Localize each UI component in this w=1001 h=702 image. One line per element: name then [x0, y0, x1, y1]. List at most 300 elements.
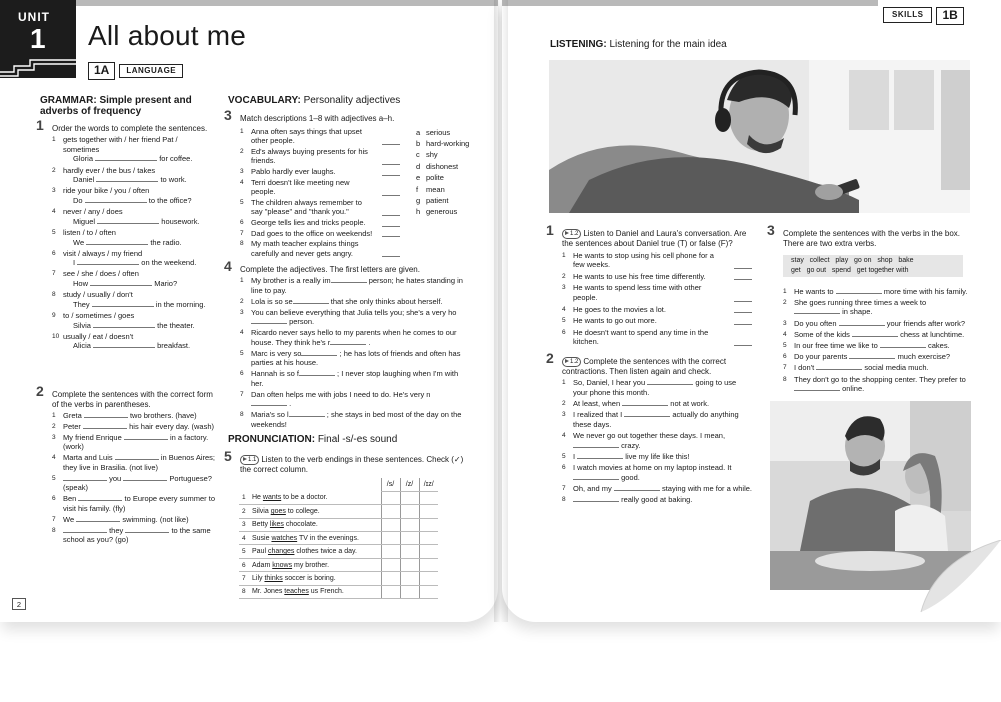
table-row: [239, 572, 438, 585]
left-page: [0, 0, 498, 622]
item-text: Ed's always buying presents for his friends.: [251, 146, 368, 166]
answer-blank[interactable]: [577, 452, 623, 459]
answer-blank[interactable]: [382, 209, 400, 216]
list-item: [240, 239, 400, 258]
item-post: person.: [289, 317, 315, 327]
unit-number: 1: [30, 23, 46, 54]
sentence-post: chocolate.: [283, 521, 318, 529]
answer-blank[interactable]: [299, 369, 335, 376]
table-row: [239, 558, 438, 571]
column-header: /ɪz/: [419, 478, 438, 491]
check-cell[interactable]: [419, 491, 438, 504]
r-exercise-1: [546, 222, 752, 347]
item-post: staying with me for a while.: [661, 483, 753, 493]
option-word: polite: [426, 173, 444, 183]
answer-blank[interactable]: [86, 238, 148, 245]
answer-prefix: Alicia: [73, 341, 91, 351]
lesson-tag: LANGUAGE: [119, 64, 183, 78]
item-pre: At least, when: [573, 398, 621, 408]
answer-blank[interactable]: [734, 273, 752, 280]
answer-blank[interactable]: [794, 384, 840, 391]
list-item: [562, 463, 752, 482]
grammar-heading: GRAMMAR: Simple present and adverbs of frequency: [40, 95, 192, 117]
answer-blank[interactable]: [734, 339, 752, 346]
check-cell[interactable]: [381, 572, 400, 585]
row-sentence: [239, 532, 381, 545]
sentence-pre: Betty: [252, 521, 270, 529]
answer-suffix: housework.: [161, 216, 200, 226]
item-number: 6: [562, 328, 566, 336]
item-number: 6: [52, 249, 56, 257]
item-text: [251, 308, 456, 327]
skills-header: [883, 7, 964, 25]
audio-track: 1.1: [248, 457, 257, 463]
answer-prefix: We: [73, 237, 85, 247]
item-text: George tells lies and tricks people.: [251, 217, 366, 227]
list-item: [52, 453, 218, 472]
item-text: [573, 378, 736, 397]
option-letter: a: [416, 127, 421, 137]
exercise-4: [224, 258, 466, 430]
item-post: good.: [621, 472, 640, 482]
answer-suffix: on the weekend.: [141, 258, 197, 268]
target-verb: teaches: [284, 588, 309, 596]
check-cell[interactable]: [400, 532, 419, 545]
item-number: 10: [52, 332, 60, 340]
item-number: 8: [240, 240, 244, 248]
item-text: [794, 375, 966, 394]
item-pre: Oh, and my: [573, 483, 612, 493]
item-text: [63, 515, 189, 524]
answer-blank[interactable]: [816, 363, 862, 370]
item-text: [573, 431, 725, 450]
item-post: to Europe every summer to visit his family. (fly): [63, 494, 216, 513]
list-item: [52, 166, 212, 185]
item-post: your friends after work?: [886, 318, 966, 328]
item-number: 5: [783, 341, 787, 349]
r-exercise-3-items: [783, 285, 973, 394]
item-text: [63, 422, 214, 431]
sentence-pre: Susie: [252, 534, 272, 542]
answer-prefix: Daniel: [73, 175, 95, 185]
item-number: 6: [242, 561, 246, 569]
page-curl: [915, 540, 1001, 622]
list-item: [240, 218, 400, 228]
item-number: 6: [240, 370, 244, 378]
item-number: 4: [52, 208, 56, 216]
page-number: 2: [12, 598, 26, 610]
answer-blank[interactable]: [301, 349, 337, 356]
item-text: He doesn't want to spend any time in the kitchen.: [573, 327, 709, 347]
adjective-option: [416, 149, 469, 160]
item-text: [251, 276, 463, 295]
item-pre: So, Daniel, I hear you: [573, 378, 646, 388]
audio-track: 1.2: [570, 231, 579, 237]
answer-suffix: breakfast.: [157, 341, 191, 351]
list-item: [52, 290, 212, 309]
adjective-option: [416, 172, 469, 183]
check-cell[interactable]: [419, 585, 438, 598]
answer-blank[interactable]: [573, 495, 619, 502]
item-pre: Dan often helps me with jobs I need to do. He's very n: [251, 389, 431, 399]
answer-blank[interactable]: [92, 300, 154, 307]
item-pre: My brother is a really im: [251, 275, 331, 285]
item-pre: I realized that I: [573, 410, 623, 420]
item-pre: I: [573, 451, 576, 461]
option-word: shy: [426, 150, 438, 160]
item-number: 6: [562, 463, 566, 471]
answer-blank[interactable]: [251, 399, 287, 406]
item-number: 2: [562, 399, 566, 407]
list-item: [52, 186, 212, 205]
option-word: mean: [426, 184, 445, 194]
answer-blank[interactable]: [95, 154, 157, 161]
check-cell[interactable]: [400, 491, 419, 504]
instruction-text: Order the words to complete the sentences.: [52, 124, 208, 133]
list-item: [52, 207, 212, 226]
answer-blank[interactable]: [734, 262, 752, 269]
answer-blank[interactable]: [93, 341, 155, 348]
answer-blank[interactable]: [115, 453, 159, 460]
list-item: [240, 178, 400, 197]
list-item: [240, 328, 466, 347]
answer-blank[interactable]: [90, 279, 152, 286]
answer-blank[interactable]: [382, 250, 400, 257]
check-cell[interactable]: [381, 545, 400, 558]
item-text: He wants to spend less time with other people.: [573, 283, 702, 302]
item-post: chess at lunchtime.: [900, 329, 965, 339]
answer-blank[interactable]: [573, 441, 619, 448]
item-pre: Do you often: [794, 318, 837, 328]
check-cell[interactable]: [419, 518, 438, 531]
exercise-5: [224, 448, 466, 475]
pronunciation-heading: PRONUNCIATION: Final -s/-es sound: [228, 434, 398, 445]
answer-line: [63, 238, 212, 248]
list-item: [240, 297, 466, 307]
answer-line: [63, 279, 212, 289]
word-prompt: gets together with / her friend Pat / sometimes: [63, 135, 178, 154]
check-cell[interactable]: [419, 532, 438, 545]
answer-blank[interactable]: [734, 318, 752, 325]
exercise-number: 1: [36, 117, 44, 133]
item-post: that she only thinks about herself.: [330, 296, 443, 306]
check-cell[interactable]: [419, 505, 438, 518]
answer-blank[interactable]: [83, 422, 127, 429]
answer-blank[interactable]: [93, 321, 155, 328]
item-pre: My friend Enrique: [63, 432, 122, 442]
answer-blank[interactable]: [330, 338, 366, 345]
option-letter: e: [416, 173, 421, 183]
exercise-number: 4: [224, 258, 232, 274]
item-text: My math teacher explains things carefully and never gets angry.: [251, 239, 359, 258]
table-header-row: [239, 478, 438, 491]
check-cell[interactable]: [381, 558, 400, 571]
item-number: 3: [242, 521, 246, 529]
list-item: [783, 375, 973, 394]
list-item: [52, 249, 212, 268]
answer-blank[interactable]: [849, 352, 895, 359]
answer-blank[interactable]: [85, 196, 147, 203]
list-item: [562, 378, 752, 397]
item-number: 2: [240, 147, 244, 155]
list-item: [562, 410, 752, 429]
check-cell[interactable]: [381, 518, 400, 531]
adjective-option: [416, 184, 469, 195]
answer-blank[interactable]: [382, 158, 400, 165]
answer-suffix: the radio.: [150, 237, 182, 247]
adjective-options: [416, 127, 469, 218]
item-text: [251, 369, 458, 388]
list-item: [562, 283, 752, 302]
answer-blank[interactable]: [77, 258, 139, 265]
instruction-text: Listen to the verb endings in these sentences. Check (✓) the correct column.: [240, 455, 464, 474]
sentence-pre: Lily: [252, 574, 265, 582]
answer-blank[interactable]: [624, 410, 670, 417]
answer-blank[interactable]: [63, 526, 107, 533]
item-post: two brothers. (have): [129, 410, 197, 420]
answer-blank[interactable]: [734, 306, 752, 313]
item-number: 4: [783, 330, 787, 338]
item-number: 4: [242, 534, 246, 542]
list-item: [52, 269, 212, 288]
exercise-instructions: [52, 390, 218, 409]
list-item: [562, 272, 752, 282]
answer-blank[interactable]: [84, 411, 128, 418]
item-post: going to use your phone this month.: [573, 378, 737, 397]
list-item: [52, 526, 218, 545]
answer-blank[interactable]: [289, 410, 325, 417]
word-prompt: see / she / does / often: [63, 269, 139, 279]
list-item: [562, 316, 752, 326]
item-number: 7: [242, 574, 246, 582]
audio-play-icon: [562, 229, 581, 239]
adjective-option: [416, 138, 469, 149]
blank-header: [239, 478, 381, 491]
exercise-3: [224, 107, 480, 258]
check-cell[interactable]: [400, 545, 419, 558]
item-number: 5: [240, 198, 244, 206]
exercise-1: [36, 117, 212, 351]
table-row: [239, 532, 438, 545]
check-cell[interactable]: [381, 532, 400, 545]
answer-blank[interactable]: [125, 526, 169, 533]
item-pre: I don't: [794, 363, 815, 373]
exercise-instructions: [240, 455, 466, 475]
instruction-text: Listen to Daniel and Laura's conversation. Are the sentences about Daniel true (T) or false (F)?: [562, 229, 747, 248]
sentence-pre: He: [252, 494, 263, 502]
instruction-text: Complete the sentences with the correct form of the verbs in parentheses.: [52, 390, 213, 409]
item-number: 8: [783, 375, 787, 383]
check-cell[interactable]: [381, 505, 400, 518]
item-number: 3: [783, 319, 787, 327]
list-item: [240, 410, 466, 429]
list-item: [52, 433, 218, 452]
sentence-pre: Adam: [252, 561, 273, 569]
audio-track: 1.2: [570, 359, 579, 365]
item-text: Dad goes to the office on weekends!: [251, 228, 373, 238]
answer-blank[interactable]: [63, 474, 107, 481]
option-letter: b: [416, 139, 421, 148]
item-post: ; she stays in bed most of the day on the weekends!: [251, 410, 462, 430]
exercise-2: [36, 383, 218, 545]
answer-prefix: How: [73, 279, 89, 289]
target-verb: changes: [267, 548, 295, 556]
exercise-instructions: [240, 265, 466, 275]
item-number: 1: [562, 379, 566, 387]
answer-blank[interactable]: [76, 515, 120, 522]
answer-blank[interactable]: [839, 319, 885, 326]
check-cell[interactable]: [419, 558, 438, 571]
sentence-pre: Mr. Jones: [252, 588, 285, 596]
instruction-text: Complete the sentences with the correct contractions. Then listen again and check.: [562, 357, 727, 376]
target-verb: watches: [271, 534, 298, 542]
item-text: [794, 352, 950, 361]
item-post: cakes.: [927, 340, 950, 350]
item-number: 3: [562, 284, 566, 292]
answer-blank[interactable]: [836, 287, 882, 294]
check-cell[interactable]: [381, 491, 400, 504]
instruction-text: Complete the adjectives. The first letters are given.: [240, 265, 420, 274]
list-item: [240, 229, 400, 239]
answer-blank[interactable]: [97, 217, 159, 224]
answer-blank[interactable]: [647, 378, 693, 385]
answer-blank[interactable]: [614, 484, 660, 491]
adjective-option: [416, 195, 469, 206]
exercise-instructions: [783, 229, 973, 248]
item-post: you: [109, 473, 122, 483]
item-number: 2: [242, 507, 246, 515]
item-pre: Marc is very so: [251, 348, 302, 358]
item-pre: In our free time we like to: [794, 340, 878, 350]
item-number: 2: [240, 297, 244, 305]
answer-blank[interactable]: [382, 138, 400, 145]
item-number: 5: [562, 317, 566, 325]
r-exercise-2: [546, 350, 753, 504]
table-row: [239, 585, 438, 598]
check-cell[interactable]: [400, 572, 419, 585]
item-post: his hair every day. (wash): [129, 421, 215, 431]
answer-prefix: Gloria: [73, 154, 94, 164]
unit-label: UNIT: [18, 10, 50, 24]
answer-line: [63, 300, 212, 310]
exercise-instructions: [52, 124, 212, 134]
word-prompt: study / usually / don't: [63, 290, 133, 300]
answer-suffix: to the office?: [148, 195, 192, 205]
item-number: 4: [240, 329, 244, 337]
answer-blank[interactable]: [96, 175, 158, 182]
answer-blank[interactable]: [794, 307, 840, 314]
item-number: 1: [242, 494, 246, 502]
list-item: [783, 363, 973, 373]
item-post: much exercise?: [897, 352, 951, 362]
table-row: [239, 545, 438, 558]
answer-blank[interactable]: [382, 169, 400, 176]
answer-suffix: Mario?: [154, 279, 178, 289]
item-number: 3: [240, 167, 244, 175]
answer-blank[interactable]: [382, 220, 400, 227]
answer-suffix: in the morning.: [155, 299, 206, 309]
item-number: 7: [240, 229, 244, 237]
target-verb: likes: [269, 521, 284, 529]
instruction-text: Complete the sentences with the verbs in the box. There are two extra verbs.: [783, 229, 960, 248]
item-pre: They don't go to the shopping center. They prefer to: [794, 374, 966, 384]
item-number: 1: [562, 251, 566, 259]
item-post: person; he hates standing in line to pay.: [251, 275, 463, 295]
item-number: 2: [52, 166, 56, 174]
item-text: [573, 463, 731, 482]
answer-blank[interactable]: [734, 295, 752, 302]
answer-blank[interactable]: [382, 189, 400, 196]
item-number: 3: [52, 433, 56, 441]
answer-blank[interactable]: [331, 276, 367, 283]
item-post: in Buenos Aires; they live in Brasilia. (not live): [63, 453, 216, 472]
answer-blank[interactable]: [852, 330, 898, 337]
answer-blank[interactable]: [573, 473, 619, 480]
answer-blank[interactable]: [622, 399, 668, 406]
answer-blank[interactable]: [124, 433, 168, 440]
item-pre: Maria's so l: [251, 410, 289, 420]
item-pre: Hannah is so f: [251, 369, 299, 379]
check-cell[interactable]: [419, 572, 438, 585]
word-box-row-2: get go out spend get together with: [791, 267, 909, 274]
answer-suffix: to work.: [160, 175, 187, 185]
answer-blank[interactable]: [251, 317, 287, 324]
item-text: [794, 363, 929, 372]
target-verb: wants: [262, 494, 282, 502]
item-text: Pablo hardly ever laughs.: [251, 166, 336, 176]
column-header: /s/: [381, 478, 400, 491]
list-item: [240, 349, 466, 368]
sentence-post: us French.: [308, 588, 344, 596]
check-cell[interactable]: [400, 585, 419, 598]
item-text: [251, 297, 443, 306]
answer-blank[interactable]: [123, 474, 167, 481]
list-item: [52, 422, 218, 432]
exercise-number: 3: [224, 107, 232, 123]
answer-suffix: the theater.: [157, 320, 195, 330]
answer-blank[interactable]: [78, 494, 122, 501]
item-post: actually do anything these days.: [573, 410, 739, 429]
answer-blank[interactable]: [293, 297, 329, 304]
item-pre: You can believe everything that Julia tells you; she's a very ho: [251, 307, 457, 317]
check-cell[interactable]: [400, 505, 419, 518]
exercise-instructions: [562, 357, 752, 377]
list-item: [562, 495, 752, 505]
answer-prefix: Do: [73, 195, 83, 205]
item-number: 5: [242, 548, 246, 556]
item-text: [794, 298, 926, 317]
check-cell[interactable]: [400, 558, 419, 571]
item-number: 2: [562, 272, 566, 280]
item-text: [794, 341, 950, 350]
check-cell[interactable]: [400, 518, 419, 531]
word-box-row-1: stay collect play go on shop bake: [791, 257, 914, 264]
exercise-instructions: [562, 229, 752, 249]
answer-line: [63, 175, 212, 185]
item-pre: Peter: [63, 421, 81, 431]
sentence-post: to college.: [285, 507, 320, 515]
check-cell[interactable]: [381, 585, 400, 598]
word-prompt: listen / to / often: [63, 227, 116, 237]
answer-blank[interactable]: [382, 230, 400, 237]
check-cell[interactable]: [419, 545, 438, 558]
r-exercise-3: [767, 222, 973, 248]
page-title: All about me: [88, 20, 247, 51]
vocabulary-heading: VOCABULARY: Personality adjectives: [228, 95, 401, 106]
item-text: [794, 330, 964, 339]
answer-blank[interactable]: [880, 341, 926, 348]
match-wrap: [240, 127, 480, 259]
